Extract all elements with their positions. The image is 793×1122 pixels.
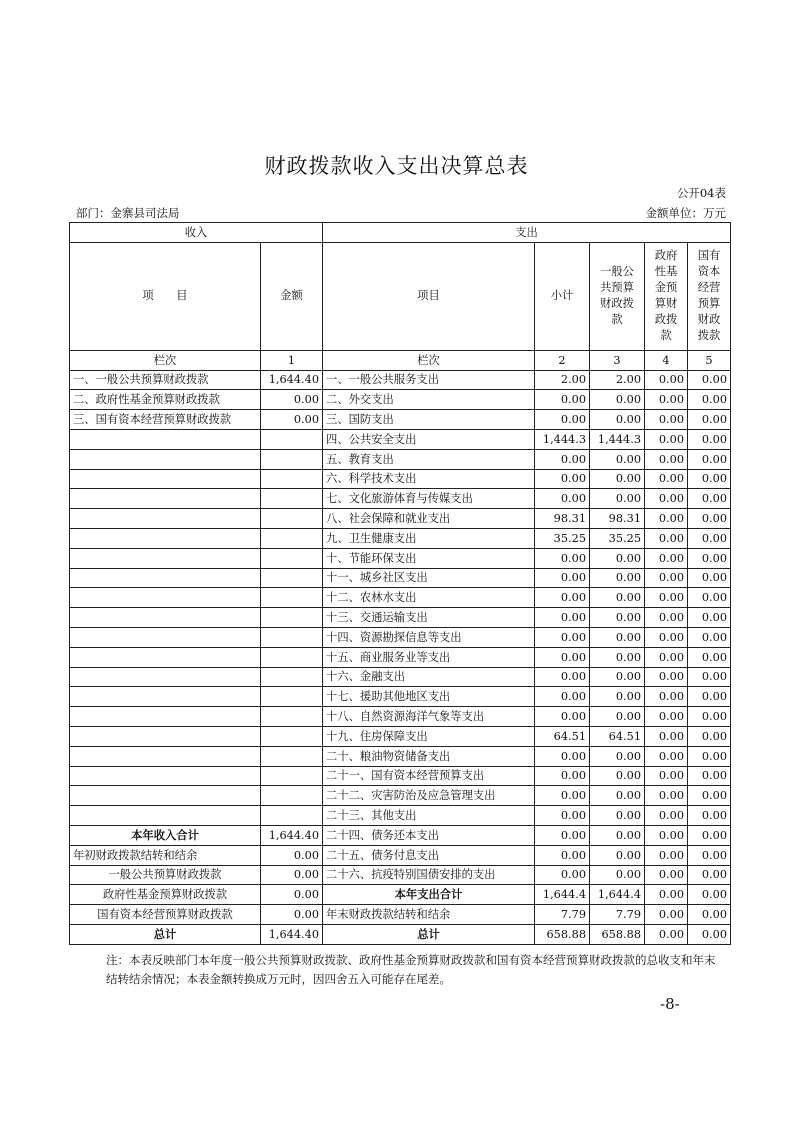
table-row: [70, 370, 731, 390]
state-capital-header: 国有资本经营预算财政拨款: [688, 242, 731, 350]
expense-item-cell: 二十六、抗疫特别国债安排的支出: [323, 865, 535, 885]
income-amount-cell: 0.00: [261, 885, 323, 905]
table-row: [70, 489, 731, 509]
gov-fund-cell: 0.00: [645, 469, 688, 489]
expense-item-cell: 十四、资源勘探信息等支出: [323, 627, 535, 647]
gov-fund-cell: 0.00: [645, 865, 688, 885]
income-item-cell: [70, 608, 261, 628]
income-item-cell: [70, 449, 261, 469]
state-capital-cell: 0.00: [688, 845, 731, 865]
subtotal-cell: 1,444.3: [535, 429, 590, 449]
state-capital-cell: 0.00: [688, 924, 731, 944]
income-amount-cell: [261, 647, 323, 667]
income-item-header: 项 目: [70, 242, 261, 350]
gov-fund-cell: 0.00: [645, 924, 688, 944]
table-row: [70, 924, 731, 944]
subtotal-cell: 0.00: [535, 707, 590, 727]
income-item-cell: 三、国有资本经营预算财政拨款: [70, 410, 261, 430]
income-item-cell: [70, 786, 261, 806]
subtotal-cell: 7.79: [535, 905, 590, 925]
income-item-cell: [70, 489, 261, 509]
gov-fund-cell: 0.00: [645, 825, 688, 845]
general-budget-cell: 0.00: [590, 608, 645, 628]
income-amount-cell: [261, 568, 323, 588]
expense-item-cell: 六、科学技术支出: [323, 469, 535, 489]
gov-fund-cell: 0.00: [645, 588, 688, 608]
department-label: 部门：金寨县司法局: [76, 206, 180, 220]
expense-item-cell: 二十二、灾害防治及应急管理支出: [323, 786, 535, 806]
general-budget-cell: 0.00: [590, 746, 645, 766]
state-capital-cell: 0.00: [688, 786, 731, 806]
subtotal-cell: 0.00: [535, 410, 590, 430]
gov-fund-cell: 0.00: [645, 766, 688, 786]
state-capital-cell: 0.00: [688, 647, 731, 667]
gov-fund-cell: 0.00: [645, 726, 688, 746]
expense-item-cell: 本年支出合计: [323, 885, 535, 905]
table-row: [70, 410, 731, 430]
state-capital-cell: 0.00: [688, 548, 731, 568]
subtotal-cell: 0.00: [535, 449, 590, 469]
expense-item-cell: 十二、农林水支出: [323, 588, 535, 608]
general-budget-cell: 0.00: [590, 410, 645, 430]
gov-fund-cell: 0.00: [645, 568, 688, 588]
subtotal-cell: 98.31: [535, 509, 590, 529]
income-item-cell: [70, 627, 261, 647]
table-row: [70, 726, 731, 746]
expense-item-cell: 年末财政拨款结转和结余: [323, 905, 535, 925]
table-row: [70, 647, 731, 667]
general-budget-cell: 0.00: [590, 449, 645, 469]
state-capital-cell: 0.00: [688, 905, 731, 925]
general-budget-cell: 1,444.3: [590, 429, 645, 449]
state-capital-cell: 0.00: [688, 627, 731, 647]
subtotal-cell: 0.00: [535, 390, 590, 410]
income-amount-cell: 0.00: [261, 905, 323, 925]
subtotal-cell: 0.00: [535, 588, 590, 608]
general-budget-cell: 2.00: [590, 370, 645, 390]
general-budget-cell: 0.00: [590, 489, 645, 509]
subtotal-cell: 64.51: [535, 726, 590, 746]
gov-fund-cell: 0.00: [645, 429, 688, 449]
state-capital-cell: 0.00: [688, 528, 731, 548]
income-item-cell: [70, 647, 261, 667]
subtotal-cell: 0.00: [535, 469, 590, 489]
state-capital-cell: 0.00: [688, 806, 731, 826]
state-capital-cell: 0.00: [688, 726, 731, 746]
expense-item-header: 项目: [323, 242, 535, 350]
gov-fund-cell: 0.00: [645, 548, 688, 568]
income-item-cell: [70, 707, 261, 727]
general-budget-cell: 0.00: [590, 568, 645, 588]
state-capital-cell: 0.00: [688, 687, 731, 707]
gov-fund-header: 政府性基金预算财政拨款: [645, 242, 688, 350]
expense-item-cell: 二、外交支出: [323, 390, 535, 410]
general-budget-cell: 0.00: [590, 588, 645, 608]
gov-fund-cell: 0.00: [645, 707, 688, 727]
state-capital-cell: 0.00: [688, 766, 731, 786]
table-row: [70, 568, 731, 588]
expense-item-cell: 五、教育支出: [323, 449, 535, 469]
table-row: [70, 746, 731, 766]
col-label-income: 栏次: [70, 350, 261, 370]
state-capital-cell: 0.00: [688, 588, 731, 608]
income-amount-cell: [261, 608, 323, 628]
subtotal-cell: 0.00: [535, 865, 590, 885]
state-capital-cell: 0.00: [688, 707, 731, 727]
income-item-cell: 二、政府性基金预算财政拨款: [70, 390, 261, 410]
general-budget-cell: 0.00: [590, 627, 645, 647]
general-budget-cell: 658.88: [590, 924, 645, 944]
expense-header: 支出: [323, 223, 731, 243]
income-amount-cell: [261, 548, 323, 568]
general-budget-cell: 7.79: [590, 905, 645, 925]
general-budget-cell: 0.00: [590, 647, 645, 667]
income-amount-cell: 0.00: [261, 845, 323, 865]
table-row: [70, 627, 731, 647]
col-number-4: 4: [645, 350, 688, 370]
table-row: [70, 528, 731, 548]
subtotal-cell: 0.00: [535, 687, 590, 707]
income-item-cell: [70, 548, 261, 568]
general-budget-cell: 35.25: [590, 528, 645, 548]
table-row: [70, 429, 731, 449]
income-amount-cell: 0.00: [261, 865, 323, 885]
gov-fund-cell: 0.00: [645, 449, 688, 469]
income-amount-cell: [261, 687, 323, 707]
income-amount-cell: [261, 726, 323, 746]
subtotal-cell: 0.00: [535, 647, 590, 667]
income-amount-cell: [261, 806, 323, 826]
subtotal-cell: 1,644.4: [535, 885, 590, 905]
table-row: [70, 548, 731, 568]
expense-item-cell: 十七、援助其他地区支出: [323, 687, 535, 707]
subtotal-cell: 0.00: [535, 766, 590, 786]
col-label-expense: 栏次: [323, 350, 535, 370]
income-amount-cell: [261, 449, 323, 469]
general-budget-cell: 98.31: [590, 509, 645, 529]
income-item-cell: [70, 746, 261, 766]
income-amount-cell: 0.00: [261, 390, 323, 410]
gov-fund-cell: 0.00: [645, 667, 688, 687]
income-item-cell: [70, 509, 261, 529]
income-amount-cell: 0.00: [261, 410, 323, 430]
income-amount-cell: [261, 707, 323, 727]
page-number: -8-: [660, 995, 680, 1013]
table-row: [70, 885, 731, 905]
income-item-cell: [70, 667, 261, 687]
general-budget-cell: 0.00: [590, 865, 645, 885]
general-budget-cell: 0.00: [590, 845, 645, 865]
subtotal-cell: 0.00: [535, 568, 590, 588]
state-capital-cell: 0.00: [688, 449, 731, 469]
col-number-1: 1: [261, 350, 323, 370]
income-item-cell: 一、一般公共预算财政拨款: [70, 370, 261, 390]
table-row: [70, 390, 731, 410]
income-amount-cell: [261, 528, 323, 548]
table-row: [70, 845, 731, 865]
table-row: [70, 905, 731, 925]
table-row: [70, 667, 731, 687]
income-amount-cell: [261, 746, 323, 766]
gov-fund-cell: 0.00: [645, 806, 688, 826]
gov-fund-cell: 0.00: [645, 489, 688, 509]
table-row: [70, 449, 731, 469]
income-item-cell: [70, 766, 261, 786]
state-capital-cell: 0.00: [688, 608, 731, 628]
income-amount-cell: [261, 766, 323, 786]
gov-fund-cell: 0.00: [645, 647, 688, 667]
expense-item-cell: 十九、住房保障支出: [323, 726, 535, 746]
expense-item-cell: 二十一、国有资本经营预算支出: [323, 766, 535, 786]
income-amount-cell: [261, 588, 323, 608]
form-number: 公开04表: [676, 186, 726, 200]
state-capital-cell: 0.00: [688, 885, 731, 905]
subtotal-cell: 658.88: [535, 924, 590, 944]
subtotal-cell: 0.00: [535, 548, 590, 568]
income-amount-cell: [261, 509, 323, 529]
col-number-3: 3: [590, 350, 645, 370]
expense-item-cell: 七、文化旅游体育与传媒支出: [323, 489, 535, 509]
table-row: [70, 865, 731, 885]
state-capital-cell: 0.00: [688, 429, 731, 449]
expense-item-cell: 十五、商业服务业等支出: [323, 647, 535, 667]
income-item-cell: [70, 568, 261, 588]
subtotal-cell: 0.00: [535, 845, 590, 865]
general-budget-cell: 64.51: [590, 726, 645, 746]
page-title: 财政拨款收入支出决算总表: [264, 154, 529, 178]
subtotal-cell: 0.00: [535, 608, 590, 628]
general-budget-cell: 0.00: [590, 667, 645, 687]
general-budget-cell: 0.00: [590, 548, 645, 568]
income-amount-cell: [261, 429, 323, 449]
general-budget-cell: 0.00: [590, 687, 645, 707]
income-amount-cell: [261, 469, 323, 489]
income-amount-cell: [261, 489, 323, 509]
subtotal-cell: 0.00: [535, 627, 590, 647]
income-amount-header: 金额: [261, 242, 323, 350]
table-row: [70, 825, 731, 845]
general-budget-header: 一般公共预算财政拨款: [590, 242, 645, 350]
expense-item-cell: 九、卫生健康支出: [323, 528, 535, 548]
expense-item-cell: 八、社会保障和就业支出: [323, 509, 535, 529]
income-item-cell: 政府性基金预算财政拨款: [70, 885, 261, 905]
gov-fund-cell: 0.00: [645, 370, 688, 390]
income-item-cell: [70, 726, 261, 746]
general-budget-cell: 0.00: [590, 806, 645, 826]
gov-fund-cell: 0.00: [645, 786, 688, 806]
general-budget-cell: 0.00: [590, 766, 645, 786]
general-budget-cell: 0.00: [590, 786, 645, 806]
income-header: 收入: [70, 223, 323, 243]
expense-item-cell: 二十三、其他支出: [323, 806, 535, 826]
expense-item-cell: 二十、粮油物资储备支出: [323, 746, 535, 766]
table-row: [70, 588, 731, 608]
state-capital-cell: 0.00: [688, 509, 731, 529]
expense-item-cell: 三、国防支出: [323, 410, 535, 430]
income-item-cell: 年初财政拨款结转和结余: [70, 845, 261, 865]
income-amount-cell: [261, 667, 323, 687]
expense-item-cell: 十六、金融支出: [323, 667, 535, 687]
general-budget-cell: 0.00: [590, 390, 645, 410]
income-item-cell: [70, 528, 261, 548]
subtotal-cell: 0.00: [535, 667, 590, 687]
gov-fund-cell: 0.00: [645, 410, 688, 430]
gov-fund-cell: 0.00: [645, 687, 688, 707]
state-capital-cell: 0.00: [688, 390, 731, 410]
state-capital-cell: 0.00: [688, 469, 731, 489]
general-budget-cell: 1,644.4: [590, 885, 645, 905]
income-item-cell: 总计: [70, 924, 261, 944]
table-row: [70, 707, 731, 727]
state-capital-cell: 0.00: [688, 370, 731, 390]
income-amount-cell: 1,644.40: [261, 370, 323, 390]
table-row: [70, 509, 731, 529]
expense-item-cell: 总计: [323, 924, 535, 944]
state-capital-cell: 0.00: [688, 568, 731, 588]
income-item-cell: [70, 687, 261, 707]
table-row: [70, 469, 731, 489]
col-number-2: 2: [535, 350, 590, 370]
gov-fund-cell: 0.00: [645, 845, 688, 865]
income-item-cell: 一般公共预算财政拨款: [70, 865, 261, 885]
general-budget-cell: 0.00: [590, 707, 645, 727]
income-item-cell: [70, 469, 261, 489]
expense-item-cell: 一、一般公共服务支出: [323, 370, 535, 390]
income-amount-cell: 1,644.40: [261, 825, 323, 845]
unit-label: 金额单位：万元: [645, 206, 726, 220]
gov-fund-cell: 0.00: [645, 885, 688, 905]
gov-fund-cell: 0.00: [645, 746, 688, 766]
gov-fund-cell: 0.00: [645, 627, 688, 647]
subtotal-header: 小计: [535, 242, 590, 350]
table-row: [70, 608, 731, 628]
subtotal-cell: 0.00: [535, 746, 590, 766]
gov-fund-cell: 0.00: [645, 608, 688, 628]
state-capital-cell: 0.00: [688, 489, 731, 509]
general-budget-cell: 0.00: [590, 469, 645, 489]
table-row: [70, 687, 731, 707]
state-capital-cell: 0.00: [688, 746, 731, 766]
subtotal-cell: 2.00: [535, 370, 590, 390]
table-row: [70, 806, 731, 826]
expense-item-cell: 二十四、债务还本支出: [323, 825, 535, 845]
subtotal-cell: 35.25: [535, 528, 590, 548]
income-amount-cell: 1,644.40: [261, 924, 323, 944]
income-item-cell: [70, 429, 261, 449]
budget-table: [69, 222, 731, 945]
subtotal-cell: 0.00: [535, 806, 590, 826]
gov-fund-cell: 0.00: [645, 905, 688, 925]
subtotal-cell: 0.00: [535, 489, 590, 509]
gov-fund-cell: 0.00: [645, 390, 688, 410]
income-item-cell: 本年收入合计: [70, 825, 261, 845]
expense-item-cell: 二十五、债务付息支出: [323, 845, 535, 865]
expense-item-cell: 十、节能环保支出: [323, 548, 535, 568]
gov-fund-cell: 0.00: [645, 509, 688, 529]
subtotal-cell: 0.00: [535, 786, 590, 806]
subtotal-cell: 0.00: [535, 825, 590, 845]
expense-item-cell: 十一、城乡社区支出: [323, 568, 535, 588]
general-budget-cell: 0.00: [590, 825, 645, 845]
state-capital-cell: 0.00: [688, 865, 731, 885]
income-amount-cell: [261, 786, 323, 806]
income-item-cell: 国有资本经营预算财政拨款: [70, 905, 261, 925]
col-number-5: 5: [688, 350, 731, 370]
state-capital-cell: 0.00: [688, 667, 731, 687]
state-capital-cell: 0.00: [688, 410, 731, 430]
gov-fund-cell: 0.00: [645, 528, 688, 548]
expense-item-cell: 四、公共安全支出: [323, 429, 535, 449]
table-row: [70, 786, 731, 806]
state-capital-cell: 0.00: [688, 825, 731, 845]
expense-item-cell: 十三、交通运输支出: [323, 608, 535, 628]
income-item-cell: [70, 806, 261, 826]
expense-item-cell: 十八、自然资源海洋气象等支出: [323, 707, 535, 727]
income-item-cell: [70, 588, 261, 608]
income-amount-cell: [261, 627, 323, 647]
footnote: 注：本表反映部门本年度一般公共预算财政拨款、政府性基金预算财政拨款和国有资本经营预算财政拨款的总收支和年末结转结余情况；本表金额转换成万元时，因四舍五入可能存在尾差。: [106, 953, 716, 986]
table-row: [70, 766, 731, 786]
